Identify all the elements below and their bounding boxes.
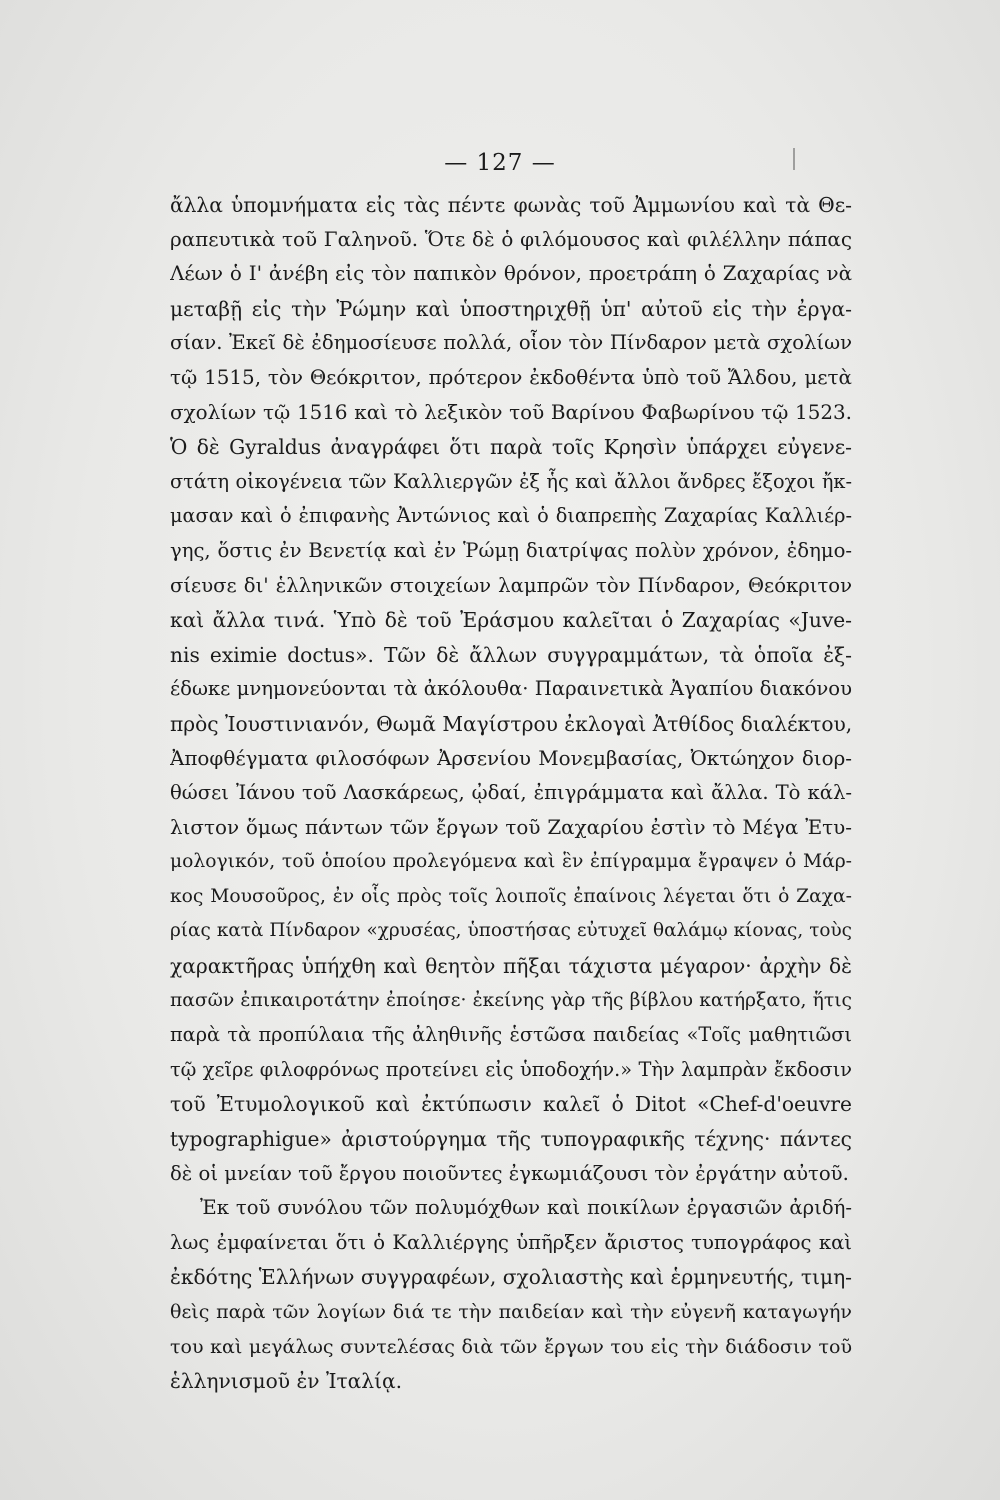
text-line: του καὶ μεγάλως συντελέσας διὰ τῶν ἔργων του εἰς τὴν διάδοσιν τοῦ [170, 1335, 852, 1358]
text-line: σχολίων τῷ 1516 καὶ τὸ λεξικὸν τοῦ Βαρίνου Φαβωρίνου τῷ 1523. [170, 400, 852, 424]
paragraph-2 [170, 1191, 852, 1399]
text-line: ραπευτικὰ τοῦ Γαληνοῦ. Ὅτε δὲ ὁ φιλόμουσος καὶ φιλέλλην πάπας [170, 227, 852, 251]
text-line: κος Μουσοῦρος, ἐν οἷς πρὸς τοῖς λοιποῖς ἐπαίνοις λέγεται ὅτι ὁ Ζαχα- [170, 885, 852, 907]
text-line: καὶ ἄλλα τινά. Ὑπὸ δὲ τοῦ Ἐράσμου καλεῖται ὁ Ζαχαρίας «Juve- [170, 608, 852, 633]
text-line: typographigue» ἀριστούργημα τῆς τυπογραφικῆς τέχνης· πάντες [170, 1127, 852, 1152]
text-line: ἐκδότης Ἑλλήνων συγγραφέων, σχολιαστὴς καὶ ἑρμηνευτής, τιμη- [170, 1265, 852, 1290]
paragraph-1 [170, 188, 852, 1191]
text-line: δὲ οἱ μνείαν τοῦ ἔργου ποιοῦντες ἐγκωμιάζουσι τὸν ἐργάτην αὐτοῦ. [170, 1161, 849, 1185]
text-line: μολογικόν, τοῦ ὁποίου προλεγόμενα καὶ ἓν ἐπίγραμμα ἔγραψεν ὁ Μάρ- [170, 851, 852, 873]
text-line: σίαν. Ἐκεῖ δὲ ἐδημοσίευσε πολλά, οἷον τὸν Πίνδαρον μετὰ σχολίων [170, 331, 852, 355]
text-line: χαρακτῆρας ὑπήχθη καὶ θεητὸν πῆξαι τάχιστα μέγαρον· ἀρχὴν δὲ [170, 954, 852, 979]
text-line: στάτη οἰκογένεια τῶν Καλλιεργῶν ἐξ ἧς καὶ ἄλλοι ἄνδρες ἔξοχοι ἤκ- [170, 469, 852, 493]
text-line: λιστον ὅμως πάντων τῶν ἔργων τοῦ Ζαχαρίου ἐστὶν τὸ Μέγα Ἐτυ- [170, 815, 852, 839]
body-text [170, 188, 852, 1399]
text-line: τῷ 1515, τὸν Θεόκριτον, πρότερον ἐκδοθέντα ὑπὸ τοῦ Ἄλδου, μετὰ [170, 365, 852, 389]
text-line: θεὶς παρὰ τῶν λογίων διά τε τὴν παιδείαν καὶ τὴν εὐγενῆ καταγωγήν [170, 1301, 852, 1323]
text-line: λως ἐμφαίνεται ὅτι ὁ Καλλιέργης ὑπῆρξεν ἄριστος τυπογράφος καὶ [170, 1230, 852, 1254]
text-line: τῷ χεῖρε φιλοφρόνως προτείνει εἰς ὑποδοχήν.» Τὴν λαμπρὰν ἔκδοσιν [170, 1057, 852, 1081]
text-line: ἑλληνισμοῦ ἐν Ἰταλίᾳ. [170, 1369, 403, 1394]
text-line: πασῶν ἐπικαιροτάτην ἐποίησε· ἐκείνης γὰρ τῆς βίβλου κατήρξατο, ἥτις [170, 989, 852, 1011]
text-line: παρὰ τὰ προπύλαια τῆς ἀληθινῆς ἑστῶσα παιδείας «Τοῖς μαθητιῶσι [170, 1023, 852, 1047]
text-line: έδωκε μνημονεύονται τὰ ἀκόλουθα· Παραινετικὰ Ἀγαπίου διακόνου [170, 677, 852, 701]
text-line: ρίας κατὰ Πίνδαρον «χρυσέας, ὑποστήσας εὐτυχεῖ θαλάμῳ κίονας, τοὺς [170, 920, 852, 942]
text-line: μασαν καὶ ὁ ἐπιφανὴς Ἀντώνιος καὶ ὁ διαπρεπὴς Ζαχαρίας Καλλιέρ- [170, 504, 852, 528]
text-line: γης, ὅστις ἐν Βενετίᾳ καὶ ἐν Ῥώμῃ διατρίψας πολὺν χρόνον, ἐδημο- [170, 538, 852, 562]
text-line: τοῦ Ἐτυμολογικοῦ καὶ ἐκτύπωσιν καλεῖ ὁ Ditot «Chef-d'oeuvre [170, 1092, 852, 1117]
text-line: μεταβῇ εἰς τὴν Ῥώμην καὶ ὑποστηριχθῇ ὑπ' αὐτοῦ εἰς τὴν ἐργα- [170, 296, 852, 321]
text-line: πρὸς Ἰουστινιανόν, Θωμᾶ Μαγίστρου ἐκλογαὶ Ἀτθίδος διαλέκτου, [170, 711, 852, 736]
text-line: Ἐκ τοῦ συνόλου τῶν πολυμόχθων καὶ ποικίλων ἐργασιῶν ἀριδή- [200, 1196, 852, 1220]
text-line: σίευσε δι' ἑλληνικῶν στοιχείων λαμπρῶν τὸν Πίνδαρον, Θεόκριτον [170, 573, 852, 597]
text-line: θώσει Ἰάνου τοῦ Λασκάρεως, ᾠδαί, ἐπιγράμματα καὶ ἄλλα. Τὸ κάλ- [170, 781, 852, 805]
text-line: nis eximie doctus». Τῶν δὲ ἄλλων συγγραμμάτων, τὰ ὁποῖα ἐξ- [170, 642, 852, 667]
text-line: Ἀποφθέγματα φιλοσόφων Ἀρσενίου Μονεμβασίας, Ὀκτώηχον διορ- [170, 746, 852, 770]
text-line: Λέων ὁ Ι' ἀνέβη εἰς τὸν παπικὸν θρόνον, προετράπη ὁ Ζαχαρίας νὰ [170, 262, 852, 286]
text-line: ἄλλα ὑπομνήματα εἰς τὰς πέντε φωνὰς τοῦ Ἀμμωνίου καὶ τὰ Θε- [170, 193, 852, 217]
text-line: Ὁ δὲ Gyraldus ἀναγράφει ὅτι παρὰ τοῖς Κρησὶν ὑπάρχει εὐγενε- [170, 435, 852, 460]
page-number: — 127 — [444, 150, 556, 176]
